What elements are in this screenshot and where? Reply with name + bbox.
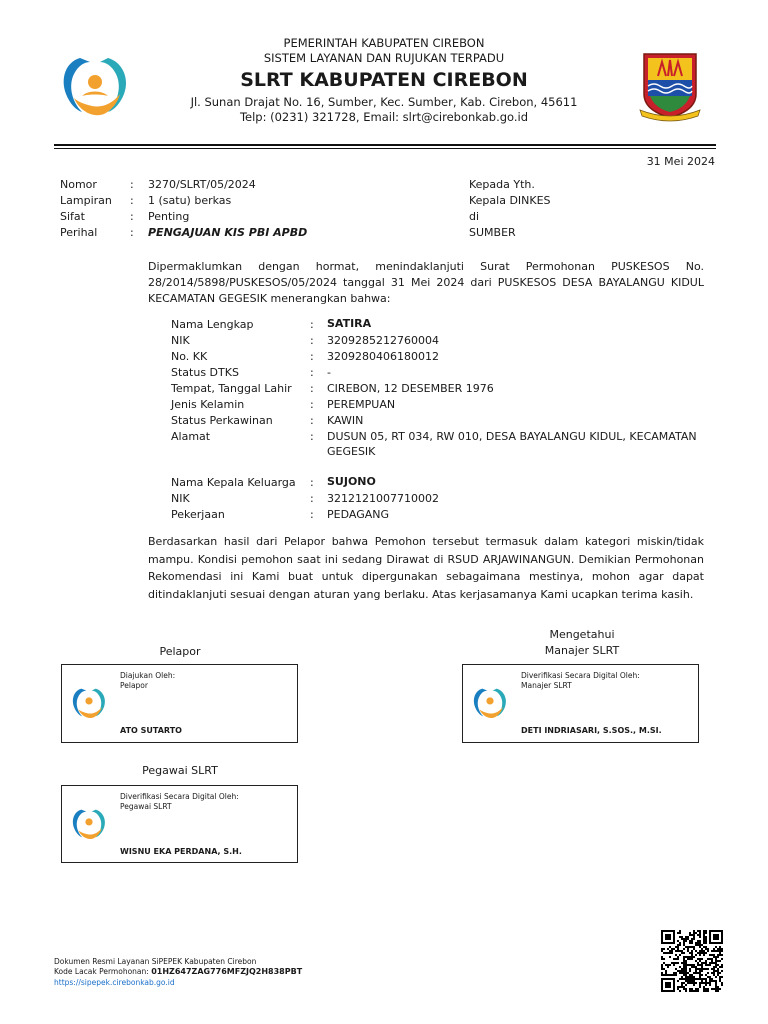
pelapor-caption: Pelapor: [159, 645, 201, 658]
sig-role: Manajer SLRT: [521, 681, 572, 690]
field-colon: :: [310, 508, 314, 521]
applicant-dtks: -: [327, 366, 331, 379]
field-label: Nama Lengkap: [171, 318, 254, 331]
header-line1: PEMERINTAH KABUPATEN CIREBON: [283, 36, 485, 50]
applicant-name: SATIRA: [327, 317, 372, 330]
applicant-gender: PEREMPUAN: [327, 398, 396, 411]
field-colon: :: [310, 430, 314, 443]
field-colon: :: [310, 398, 314, 411]
field-colon: :: [310, 476, 314, 489]
family-head-nik: 3212121007710002: [327, 492, 439, 505]
sig-name: DETI INDRIASARI, S.SOS., M.SI.: [521, 726, 662, 735]
meta-label-lampiran: Lampiran: [60, 194, 112, 207]
manajer-caption-2: Manajer SLRT: [544, 644, 620, 657]
meta-colon: :: [130, 194, 134, 207]
slrt-logo-icon: [58, 52, 132, 120]
manajer-caption-1: Mengetahui: [549, 628, 615, 641]
meta-colon: :: [130, 178, 134, 191]
header-address: Jl. Sunan Drajat No. 16, Sumber, Kec. Sumber, Kab. Cirebon, 45611: [190, 95, 578, 109]
tracking-code: 01HZ647ZAG776MFZJQ2H838PBT: [151, 967, 303, 976]
tracking-label: Kode Lacak Permohonan:: [54, 967, 152, 976]
applicant-nik: 3209285212760004: [327, 334, 439, 347]
header-divider: [54, 144, 716, 146]
footer-line1: Dokumen Resmi Layanan SiPEPEK Kabupaten Cirebon: [54, 957, 257, 966]
recipient-line: Kepada Yth.: [469, 178, 535, 191]
recipient-line: di: [469, 210, 480, 223]
family-head-name: SUJONO: [327, 475, 376, 488]
field-colon: :: [310, 414, 314, 427]
closing-paragraph: Berdasarkan hasil dari Pelapor bahwa Pemohon tersebut termasuk dalam kategori miskin/tidak mampu. Kondisi pemohon saat ini sedang Dirawat di RSUD ARJAWINANGUN. Demikian Permohonan Rekomendasi ini Kami buat untuk dipergunakan sebagaimana mestinya, mohon agar dapat ditindaklanjuti sesuai dengan aturan yang berlaku. Atas kerjasamanya Kami ucapkan terima kasih.: [148, 535, 704, 601]
footer-link[interactable]: https://sipepek.cirebonkab.go.id: [54, 978, 175, 987]
field-colon: :: [310, 382, 314, 395]
field-colon: :: [310, 350, 314, 363]
sig-role: Pegawai SLRT: [120, 802, 172, 811]
sig-role: Pelapor: [120, 681, 148, 690]
field-label: Status DTKS: [171, 366, 239, 379]
meta-value-nomor: 3270/SLRT/05/2024: [148, 178, 256, 191]
field-label: Alamat: [171, 430, 211, 443]
slrt-logo-icon: [70, 806, 108, 842]
meta-colon: :: [130, 226, 134, 239]
field-label: Status Perkawinan: [171, 414, 273, 427]
intro-paragraph: Dipermaklumkan dengan hormat, menindaklanjuti Surat Permohonan PUSKESOS No. 28/2014/5898/PUSKESOS/05/2024 tanggal 31 Mei 2024 dari PUSKESOS DESA BAYALANGU KIDUL KECAMATAN GEGESIK menerangkan bahwa:: [148, 260, 704, 305]
field-label: No. KK: [171, 350, 208, 363]
field-label: NIK: [171, 492, 190, 505]
sig-verified-by: Diverifikasi Secara Digital Oleh:: [521, 671, 640, 680]
pelapor-signature-box: [61, 664, 298, 743]
slrt-logo-icon: [70, 685, 108, 721]
field-label: Tempat, Tanggal Lahir: [171, 382, 292, 395]
page-title: SLRT KABUPATEN CIREBON: [240, 69, 528, 91]
meta-label-perihal: Perihal: [60, 226, 98, 239]
applicant-marital: KAWIN: [327, 414, 364, 427]
pegawai-signature-box: [61, 785, 298, 863]
field-colon: :: [310, 318, 314, 331]
slrt-logo-icon: [471, 685, 509, 721]
applicant-birth: CIREBON, 12 DESEMBER 1976: [327, 382, 494, 395]
header-divider-thin: [54, 148, 716, 149]
letter-date: 31 Mei 2024: [646, 155, 715, 168]
family-head-job: PEDAGANG: [327, 508, 389, 521]
meta-colon: :: [130, 210, 134, 223]
field-colon: :: [310, 334, 314, 347]
field-colon: :: [310, 366, 314, 379]
sig-name: WISNU EKA PERDANA, S.H.: [120, 847, 242, 856]
meta-value-perihal: PENGAJUAN KIS PBI APBD: [148, 226, 308, 239]
manajer-signature-box: [462, 664, 699, 743]
header-contact: Telp: (0231) 321728, Email: slrt@cirebonkab.go.id: [239, 110, 529, 124]
field-label: Jenis Kelamin: [171, 398, 245, 411]
field-colon: :: [310, 492, 314, 505]
sig-submitted-by: Diajukan Oleh:: [120, 671, 176, 680]
cirebon-emblem-icon: [638, 50, 702, 122]
field-label: Pekerjaan: [171, 508, 225, 521]
field-label: Nama Kepala Keluarga: [171, 476, 296, 489]
meta-label-sifat: Sifat: [60, 210, 85, 223]
header-line2: SISTEM LAYANAN DAN RUJUKAN TERPADU: [263, 51, 505, 65]
recipient-line: Kepala DINKES: [469, 194, 551, 207]
recipient-line: SUMBER: [469, 226, 516, 239]
meta-value-sifat: Penting: [148, 210, 190, 223]
sig-name: ATO SUTARTO: [120, 726, 182, 735]
sig-verified-by: Diverifikasi Secara Digital Oleh:: [120, 792, 239, 801]
pegawai-caption: Pegawai SLRT: [142, 764, 218, 777]
meta-value-lampiran: 1 (satu) berkas: [148, 194, 232, 207]
applicant-address-cont: GEGESIK: [327, 445, 376, 458]
meta-label-nomor: Nomor: [60, 178, 97, 191]
field-label: NIK: [171, 334, 190, 347]
applicant-address: DUSUN 05, RT 034, RW 010, DESA BAYALANGU KIDUL, KECAMATAN: [327, 430, 697, 443]
applicant-kk: 3209280406180012: [327, 350, 439, 363]
footer-tracking: [54, 967, 302, 976]
qr-code-icon[interactable]: [661, 930, 723, 992]
